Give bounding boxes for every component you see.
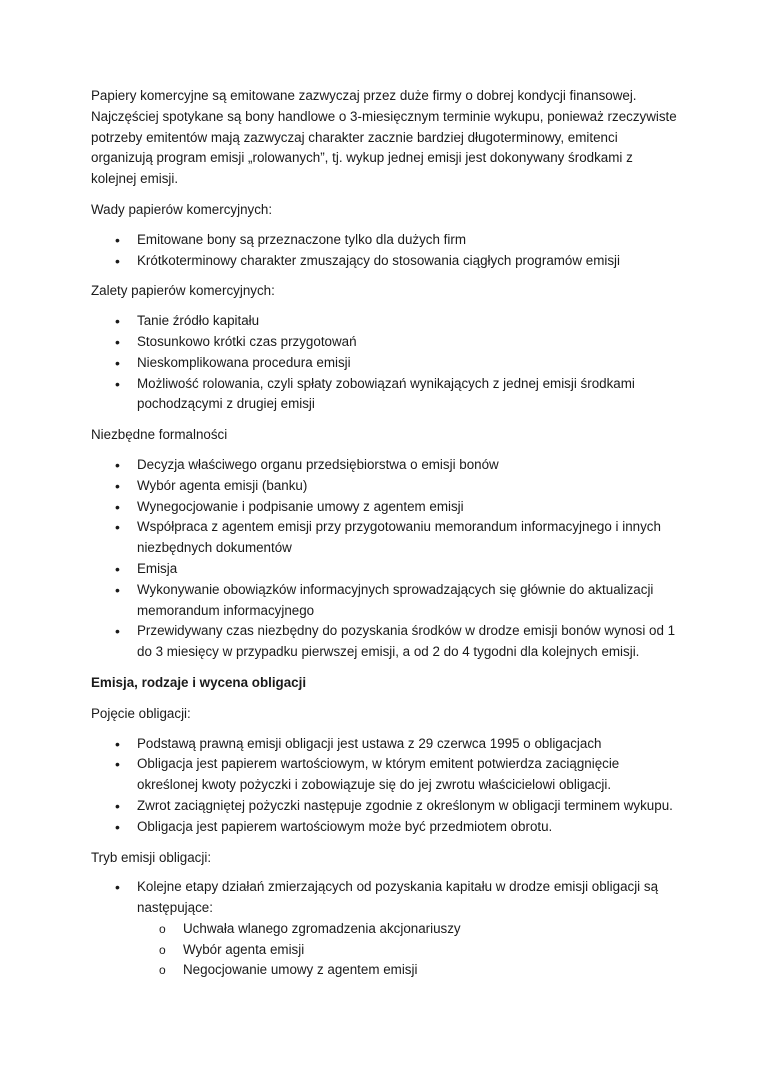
list-item: • Zwrot zaciągniętej pożyczki następuje zgodnie z określonym w obligacji terminem wykupu.	[91, 796, 681, 817]
list-item: • Obligacja jest papierem wartościowym, w którym emitent potwierdza zaciągnięcie określonej kwoty pożyczki i zobowiązuje się do jej zwrotu właścicielowi obligacji.	[91, 754, 681, 796]
list-item: • Współpraca z agentem emisji przy przygotowaniu memorandum informacyjnego i innych niezbędnych dokumentów	[91, 517, 681, 559]
sub-list-item: o Wybór agenta emisji	[91, 940, 681, 961]
tryb-main-item: • Kolejne etapy działań zmierzających od pozyskania kapitału w drodze emisji obligacji są następujące:	[91, 877, 681, 919]
tryb-title: Tryb emisji obligacji:	[91, 849, 212, 865]
list-item: • Nieskomplikowana procedura emisji	[91, 353, 681, 374]
list-item: • Możliwość rolowania, czyli spłaty zobowiązań wynikających z jednej emisji środkami pochodzącymi z drugiej emisji	[91, 374, 681, 416]
list-item: • Przewidywany czas niezbędny do pozyskania środków w drodze emisji bonów wynosi od 1 do 3 miesięcy w przypadku pierwszej emisji, a od 2 do 4 tygodni dla kolejnych emisji.	[91, 621, 681, 663]
sub-list-item: o Uchwała wlanego zgromadzenia akcjonariuszy	[91, 919, 681, 940]
intro-paragraph: Papiery komercyjne są emitowane zazwyczaj przez duże firmy o dobrej kondycji finansowej. Najczęściej spotykane są bony handlowe o 3-miesięcznym terminie wykupu, ponieważ rzeczywiste potrzeby emitentów mają zazwyczaj charakter zacznie bardziej długoterminowy, emitenci organizują program emisji „rolowanych”, tj. wykup jednej emisji jest dokonywany środkami z kolejnej emisji.	[91, 88, 677, 187]
section-heading: Emisja, rodzaje i wycena obligacji	[91, 674, 307, 690]
list-item: • Decyzja właściwego organu przedsiębiorstwa o emisji bonów	[91, 455, 681, 476]
list-item: • Krótkoterminowy charakter zmuszający do stosowania ciągłych programów emisji	[91, 251, 681, 272]
list-item: • Wybór agenta emisji (banku)	[91, 476, 681, 497]
zalety-list	[91, 311, 681, 415]
list-item: • Podstawą prawną emisji obligacji jest ustawa z 29 czerwca 1995 o obligacjach	[91, 734, 681, 755]
document-content	[91, 86, 681, 991]
list-item: • Wykonywanie obowiązków informacyjnych sprowadzających się głównie do aktualizacji memorandum informacyjnego	[91, 580, 681, 622]
tryb-list	[91, 877, 681, 981]
sub-list-item: o Negocjowanie umowy z agentem emisji	[91, 960, 681, 981]
formalnosci-list	[91, 455, 681, 663]
list-item	[91, 877, 681, 981]
list-item: • Stosunkowo krótki czas przygotowań	[91, 332, 681, 353]
list-item: • Obligacja jest papierem wartościowym może być przedmiotem obrotu.	[91, 817, 681, 838]
wady-list	[91, 230, 681, 272]
list-item: • Emitowane bony są przeznaczone tylko dla dużych firm	[91, 230, 681, 251]
formalnosci-title: Niezbędne formalności	[91, 427, 228, 443]
pojecie-list	[91, 734, 681, 838]
zalety-title: Zalety papierów komercyjnych:	[91, 283, 275, 299]
list-item: • Emisja	[91, 559, 681, 580]
list-item: • Tanie źródło kapitału	[91, 311, 681, 332]
wady-title: Wady papierów komercyjnych:	[91, 201, 273, 217]
list-item: • Wynegocjowanie i podpisanie umowy z agentem emisji	[91, 497, 681, 518]
pojecie-title: Pojęcie obligacji:	[91, 705, 191, 721]
tryb-sub-list	[91, 919, 681, 981]
